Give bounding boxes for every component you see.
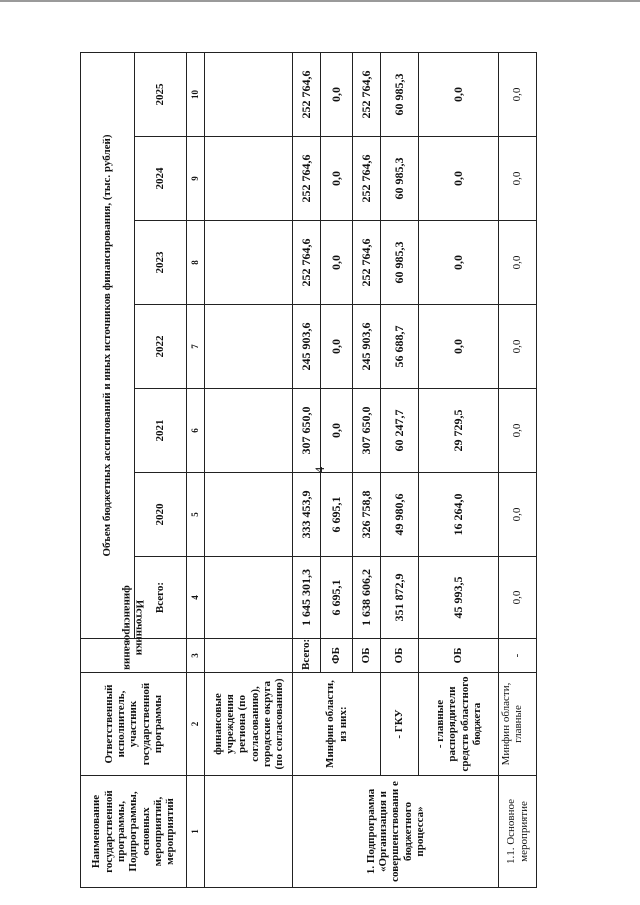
index-cell: 4: [187, 557, 205, 639]
value-cell: 0,0: [499, 52, 537, 136]
value-cell: 0,0: [419, 305, 499, 389]
value-cell: 0,0: [321, 221, 353, 305]
page-number: 4: [312, 466, 327, 474]
value-cell: 60 247,7: [381, 389, 419, 473]
empty-cell: [205, 389, 293, 473]
scan-edge-line: [0, 0, 640, 2]
executor-cell: Минфин области, главные: [499, 673, 537, 776]
value-cell: 60 985,3: [381, 221, 419, 305]
table-row: [499, 52, 537, 887]
program-name-cell: 1. Подпрограмма «Организация и совершенствовани е бюджетного процесса»: [293, 776, 499, 888]
value-cell: 0,0: [499, 389, 537, 473]
value-cell: 1 645 301,3: [293, 557, 321, 639]
empty-cell: [205, 137, 293, 221]
header-executor: Ответственный исполнитель, участник государственной программы: [81, 673, 187, 776]
header-total: Всего:: [135, 557, 187, 639]
executor-cell: финансовые учреждения региона (по согласованию), городские округа (по согласованию): [205, 673, 293, 776]
value-cell: 16 264,0: [419, 473, 499, 557]
table-row: [293, 52, 321, 887]
header-year: 2020: [135, 473, 187, 557]
source-cell: ФБ: [321, 639, 353, 673]
executor-cell: - ГКУ: [381, 673, 419, 776]
value-cell: 49 980,6: [381, 473, 419, 557]
value-cell: 6 695,1: [321, 557, 353, 639]
header-funding-source-label: Источники финансирования: [121, 585, 146, 670]
executor-cell: Минфин области, из них:: [293, 673, 381, 776]
index-cell: 10: [187, 52, 205, 136]
value-cell: 0,0: [499, 305, 537, 389]
table-row: [381, 52, 419, 887]
source-cell: ОБ: [419, 639, 499, 673]
value-cell: 29 729,5: [419, 389, 499, 473]
index-cell: 3: [187, 639, 205, 673]
value-cell: 0,0: [321, 305, 353, 389]
header-funding-group: Объем бюджетных ассигнований и иных источников финансирования, (тыс. рублей): [81, 52, 135, 638]
table-row: [205, 52, 293, 887]
value-cell: 0,0: [321, 137, 353, 221]
empty-cell: [205, 776, 293, 888]
value-cell: 252 764,6: [293, 52, 321, 136]
value-cell: 0,0: [499, 137, 537, 221]
value-cell: 252 764,6: [353, 52, 381, 136]
empty-cell: [205, 305, 293, 389]
index-cell: 1: [187, 776, 205, 888]
value-cell: 60 985,3: [381, 137, 419, 221]
value-cell: 1 638 606,2: [353, 557, 381, 639]
source-cell: -: [499, 639, 537, 673]
executor-cell: - главные распорядители средств областного бюджета: [419, 673, 499, 776]
value-cell: 0,0: [419, 52, 499, 136]
value-cell: 0,0: [499, 221, 537, 305]
value-cell: 307 650,0: [353, 389, 381, 473]
index-cell: 9: [187, 137, 205, 221]
header-year: 2024: [135, 137, 187, 221]
source-cell: ОБ: [353, 639, 381, 673]
value-cell: 252 764,6: [293, 137, 321, 221]
index-cell: 8: [187, 221, 205, 305]
source-cell: Всего:: [293, 639, 321, 673]
value-cell: 0,0: [321, 389, 353, 473]
value-cell: 351 872,9: [381, 557, 419, 639]
value-cell: 252 764,6: [353, 137, 381, 221]
value-cell: 307 650,0: [293, 389, 321, 473]
value-cell: 245 903,6: [293, 305, 321, 389]
header-program-name: Наименование государственной программы, Подпрограммы, основных мероприятий, мероприятий: [81, 776, 187, 888]
empty-cell: [205, 473, 293, 557]
empty-cell: [205, 221, 293, 305]
value-cell: 45 993,5: [419, 557, 499, 639]
index-row: [187, 52, 205, 887]
value-cell: 252 764,6: [293, 221, 321, 305]
value-cell: 0,0: [499, 473, 537, 557]
value-cell: 60 985,3: [381, 52, 419, 136]
value-cell: 0,0: [419, 221, 499, 305]
empty-cell: [205, 557, 293, 639]
value-cell: 333 453,9: [293, 473, 321, 557]
header-year: 2022: [135, 305, 187, 389]
index-cell: 6: [187, 389, 205, 473]
program-name-cell: 1.1. Основное мероприятие: [499, 776, 537, 888]
index-cell: 7: [187, 305, 205, 389]
value-cell: 252 764,6: [353, 221, 381, 305]
value-cell: 326 758,8: [353, 473, 381, 557]
empty-cell: [205, 52, 293, 136]
value-cell: 0,0: [419, 137, 499, 221]
index-cell: 5: [187, 473, 205, 557]
value-cell: 6 695,1: [321, 473, 353, 557]
funding-table: [80, 52, 537, 888]
empty-cell: [205, 639, 293, 673]
table-row: [419, 52, 499, 887]
value-cell: 0,0: [321, 52, 353, 136]
header-year: 2025: [135, 52, 187, 136]
value-cell: 245 903,6: [353, 305, 381, 389]
value-cell: 56 688,7: [381, 305, 419, 389]
header-year: 2021: [135, 389, 187, 473]
value-cell: 0,0: [499, 557, 537, 639]
rotated-table-container: [80, 53, 536, 888]
source-cell: ОБ: [381, 639, 419, 673]
index-cell: 2: [187, 673, 205, 776]
header-year: 2023: [135, 221, 187, 305]
